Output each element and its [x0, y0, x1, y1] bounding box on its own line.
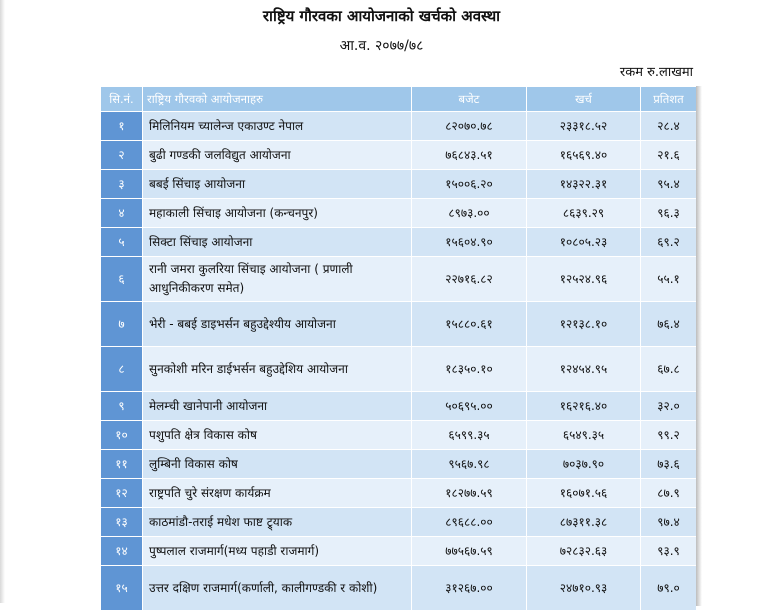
budget-cell: ८९७३.००: [412, 199, 527, 228]
table-row: [101, 228, 697, 257]
percent-cell: २१.६: [641, 141, 697, 170]
budget-cell: ६५९९.३५: [412, 421, 527, 450]
table-row: [101, 537, 697, 566]
expense-cell: १२५२४.९६: [527, 257, 641, 302]
serial-cell: ४: [101, 199, 143, 228]
serial-cell: ७: [101, 302, 143, 347]
serial-cell: १: [101, 112, 143, 141]
table-row: [101, 302, 697, 347]
table-row: [101, 421, 697, 450]
percent-cell: ३२.०: [641, 392, 697, 421]
expense-cell: १६२१६.४०: [527, 392, 641, 421]
serial-cell: ११: [101, 450, 143, 479]
percent-cell: ९७.४: [641, 508, 697, 537]
expense-cell: २४७१०.९३: [527, 566, 641, 611]
percent-cell: ७६.४: [641, 302, 697, 347]
serial-cell: ८: [101, 347, 143, 392]
page-edge-shadow: [0, 0, 5, 603]
expense-cell: २३३१८.५२: [527, 112, 641, 141]
budget-cell: ८९६८८.००: [412, 508, 527, 537]
serial-cell: १५: [101, 566, 143, 611]
table-row: [101, 170, 697, 199]
serial-cell: ५: [101, 228, 143, 257]
expense-cell: ८६३९.२९: [527, 199, 641, 228]
amount-unit-note: रकम रु.लाखमा: [619, 65, 693, 80]
table-row: [101, 392, 697, 421]
expense-cell: १६५६९.४०: [527, 141, 641, 170]
project-name-cell: भेरी - बबई डाइभर्सन बहुउद्देश्यीय आयोजना: [143, 302, 412, 347]
table-row: [101, 199, 697, 228]
serial-cell: १३: [101, 508, 143, 537]
expense-cell: १६०७१.५६: [527, 479, 641, 508]
serial-cell: २: [101, 141, 143, 170]
column-header-expense: खर्च: [527, 87, 641, 112]
expense-cell: १२१३८.१०: [527, 302, 641, 347]
expense-cell: ७२८३२.६३: [527, 537, 641, 566]
expense-cell: १२४५४.९५: [527, 347, 641, 392]
percent-cell: ९६.३: [641, 199, 697, 228]
budget-cell: २२७१६.८२: [412, 257, 527, 302]
projects-expense-table: [100, 86, 697, 611]
project-name-cell: राष्ट्रपति चुरे संरक्षण कार्यक्रम: [143, 479, 412, 508]
serial-cell: १२: [101, 479, 143, 508]
fiscal-year-subtitle: आ.व. २०७७/७८: [339, 38, 424, 54]
column-header-serial: सि.नं.: [101, 87, 143, 112]
column-header-percent: प्रतिशत: [641, 87, 697, 112]
column-header-project: राष्ट्रिय गौरवको आयोजनाहरु: [143, 87, 412, 112]
budget-cell: १५००६.२०: [412, 170, 527, 199]
table-row: [101, 257, 697, 302]
percent-cell: ७९.०: [641, 566, 697, 611]
percent-cell: ९५.४: [641, 170, 697, 199]
table-row: [101, 347, 697, 392]
project-name-cell: महाकाली सिंचाइ आयोजना (कन्चनपुर): [143, 199, 412, 228]
project-name-cell: बबई सिंचाइ आयोजना: [143, 170, 412, 199]
table-right-shadow: [696, 86, 702, 606]
percent-cell: ५५.१: [641, 257, 697, 302]
budget-cell: १८३५०.१०: [412, 347, 527, 392]
column-header-budget: बजेट: [412, 87, 527, 112]
project-name-cell: लुम्बिनी विकास कोष: [143, 450, 412, 479]
expense-cell: ६५४९.३५: [527, 421, 641, 450]
budget-cell: १८२७७.५९: [412, 479, 527, 508]
project-name-cell: काठमांडौ-तराई मधेश फाष्ट ट्र्याक: [143, 508, 412, 537]
expense-cell: १०८०५.२३: [527, 228, 641, 257]
percent-cell: ७३.६: [641, 450, 697, 479]
percent-cell: ६९.२: [641, 228, 697, 257]
percent-cell: ६७.८: [641, 347, 697, 392]
budget-cell: ७७५६७.५९: [412, 537, 527, 566]
budget-cell: ७६८४३.५१: [412, 141, 527, 170]
percent-cell: २८.४: [641, 112, 697, 141]
budget-cell: १५८८०.६१: [412, 302, 527, 347]
project-name-cell: उत्तर दक्षिण राजमार्ग(कर्णाली, कालीगण्डकी र कोशी): [143, 566, 412, 611]
budget-cell: ८२०७०.७८: [412, 112, 527, 141]
serial-cell: ६: [101, 257, 143, 302]
table-row: [101, 141, 697, 170]
expense-cell: ७०३७.९०: [527, 450, 641, 479]
budget-cell: ९५६७.९८: [412, 450, 527, 479]
expense-cell: ८७३११.३८: [527, 508, 641, 537]
table-row: [101, 566, 697, 611]
serial-cell: १०: [101, 421, 143, 450]
project-name-cell: मिलिनियम च्यालेन्ज एकाउण्ट नेपाल: [143, 112, 412, 141]
budget-cell: ५०६९५.००: [412, 392, 527, 421]
serial-cell: ३: [101, 170, 143, 199]
expense-cell: १४३२२.३१: [527, 170, 641, 199]
project-name-cell: मेलम्ची खानेपानी आयोजना: [143, 392, 412, 421]
table-row: [101, 479, 697, 508]
project-name-cell: पशुपति क्षेत्र विकास कोष: [143, 421, 412, 450]
project-name-cell: सिक्टा सिंचाइ आयोजना: [143, 228, 412, 257]
project-name-cell: पुष्पलाल राजमार्ग(मध्य पहाडी राजमार्ग): [143, 537, 412, 566]
project-name-cell: रानी जमरा कुलरिया सिंचाइ आयोजना ( प्रणाली आधुनिकीकरण समेत): [143, 257, 412, 302]
project-name-cell: बुढी गण्डकी जलविद्युत आयोजना: [143, 141, 412, 170]
table-row: [101, 112, 697, 141]
project-name-cell: सुनकोशी मरिन डाईभर्सन बहुउद्देशिय आयोजना: [143, 347, 412, 392]
document-title: राष्ट्रिय गौरवका आयोजनाको खर्चको अवस्था: [262, 7, 501, 25]
serial-cell: १४: [101, 537, 143, 566]
table-row: [101, 450, 697, 479]
percent-cell: ८७.९: [641, 479, 697, 508]
table-row: [101, 508, 697, 537]
budget-cell: १५६०४.९०: [412, 228, 527, 257]
budget-cell: ३१२६७.००: [412, 566, 527, 611]
percent-cell: ९९.२: [641, 421, 697, 450]
table-header-row: [101, 87, 697, 112]
percent-cell: ९३.९: [641, 537, 697, 566]
serial-cell: ९: [101, 392, 143, 421]
